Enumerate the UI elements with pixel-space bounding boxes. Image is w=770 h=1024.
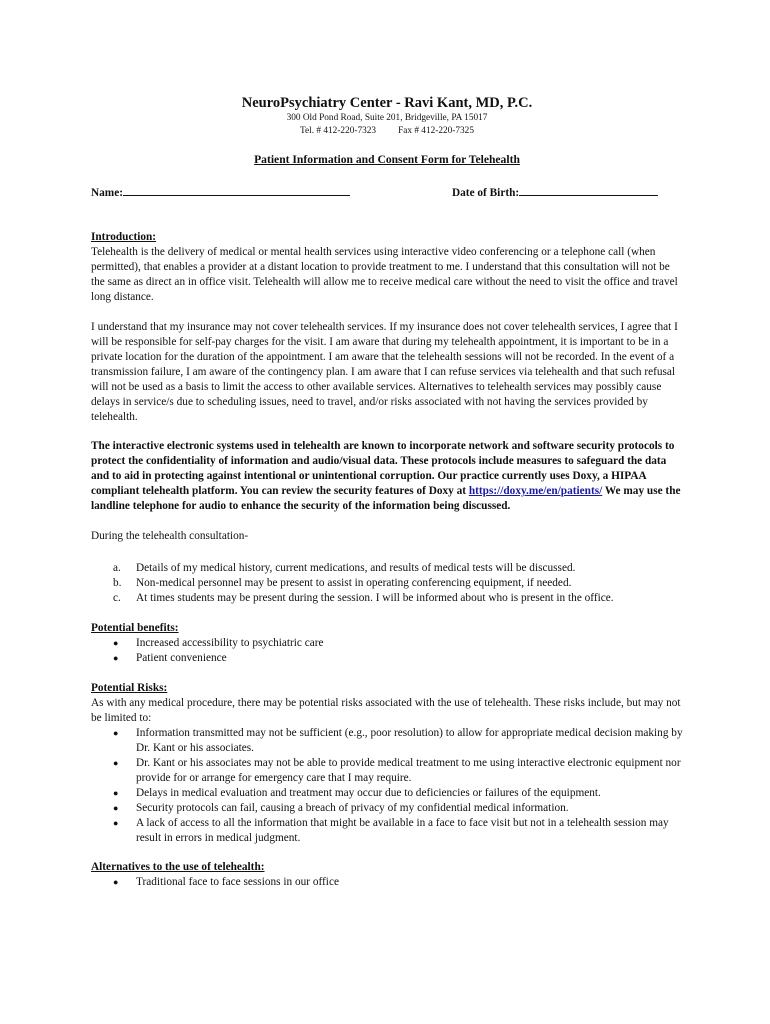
dob-field[interactable] bbox=[452, 183, 658, 201]
doxy-link[interactable]: https://doxy.me/en/patients/ bbox=[468, 485, 603, 497]
consultation-list bbox=[91, 561, 683, 606]
list-item-text: Patient convenience bbox=[136, 652, 227, 664]
introduction-heading: Introduction: bbox=[91, 231, 157, 243]
list-item-text: Information transmitted may not be sufficient (e.g., poor resolution) to allow for appropriate medical decision making by Dr. Kant or his associates. bbox=[136, 727, 683, 754]
bullet-icon: ● bbox=[113, 638, 119, 648]
bullet-icon: ● bbox=[113, 803, 119, 813]
alternatives-list bbox=[91, 875, 683, 890]
risks-section bbox=[91, 681, 683, 846]
name-label: Name: bbox=[91, 187, 123, 199]
list-marker: c. bbox=[113, 592, 121, 604]
list-item bbox=[91, 875, 683, 890]
bullet-icon: ● bbox=[113, 653, 119, 663]
list-item-text: A lack of access to all the information that might be available in a face to face visit but not in a telehealth session may result in errors in medical judgment. bbox=[136, 817, 669, 844]
bullet-icon: ● bbox=[113, 818, 119, 828]
list-item-text: At times students may be present during the session. I will be informed about who is present in the office. bbox=[136, 592, 614, 604]
list-item-text: Delays in medical evaluation and treatment may occur due to deficiencies or failures of the equipment. bbox=[136, 787, 601, 799]
list-item bbox=[91, 651, 683, 666]
list-item bbox=[91, 576, 683, 591]
security-text-2: We may use the landline telephone for audio to enhance the security of the information being discussed. bbox=[91, 485, 681, 512]
practice-tel: Tel. # 412-220-7323 bbox=[300, 125, 377, 136]
list-item bbox=[91, 726, 683, 756]
list-marker: b. bbox=[113, 577, 122, 589]
list-item-text: Details of my medical history, current medications, and results of medical tests will be discussed. bbox=[136, 562, 576, 574]
name-field[interactable] bbox=[91, 183, 350, 201]
risks-heading: Potential Risks: bbox=[91, 682, 168, 694]
list-marker: a. bbox=[113, 562, 121, 574]
list-item-text: Non-medical personnel may be present to assist in operating conferencing equipment, if needed. bbox=[136, 577, 572, 589]
document-content bbox=[91, 94, 683, 890]
risks-lead: As with any medical procedure, there may be potential risks associated with the use of telehealth. These risks include, but may not be limited to: bbox=[91, 697, 681, 724]
practice-fax: Fax # 412-220-7325 bbox=[398, 125, 474, 136]
consultation-lead: During the telehealth consultation- bbox=[91, 530, 249, 542]
name-blank-line[interactable] bbox=[123, 183, 350, 196]
bullet-icon: ● bbox=[113, 877, 119, 887]
list-item bbox=[91, 591, 683, 606]
practice-contact bbox=[91, 125, 683, 138]
list-item bbox=[91, 636, 683, 651]
risks-list bbox=[91, 726, 683, 846]
bullet-icon: ● bbox=[113, 758, 119, 768]
form-title: Patient Information and Consent Form for Telehealth bbox=[254, 153, 520, 166]
list-item-text: Security protocols can fail, causing a breach of privacy of my confidential medical information. bbox=[136, 802, 569, 814]
bullet-icon: ● bbox=[113, 728, 119, 738]
benefits-section bbox=[91, 621, 683, 666]
list-item-text: Dr. Kant or his associates may not be able to provide medical treatment to me using interactive electronic equipment nor provide for or arrange for emergency care that I may require. bbox=[136, 757, 681, 784]
alternatives-heading: Alternatives to the use of telehealth: bbox=[91, 861, 265, 873]
list-item bbox=[91, 816, 683, 846]
bullet-icon: ● bbox=[113, 788, 119, 798]
security-text-1: The interactive electronic systems used in telehealth are known to incorporate network and software security protocols to protect the confidentiality of information and audio/visual data. These protocols include measures to safeguard the data and to aid in protecting against intentional or unintentional corruption. Our practice currently uses Doxy, a HIPAA compliant telehealth platform. You can review the security features of Doxy at bbox=[91, 440, 675, 497]
practice-address: 300 Old Pond Road, Suite 201, Bridgeville, PA 15017 bbox=[286, 113, 488, 123]
list-item-text: Traditional face to face sessions in our office bbox=[136, 876, 339, 888]
security-paragraph bbox=[91, 439, 683, 514]
list-item-text: Increased accessibility to psychiatric care bbox=[136, 637, 324, 649]
list-item bbox=[91, 756, 683, 786]
patient-fields bbox=[91, 183, 683, 201]
introduction-section bbox=[91, 230, 683, 514]
introduction-paragraph-1: Telehealth is the delivery of medical or mental health services using interactive video conferencing or a telephone call (when permitted), that enables a provider at a distant location to provide treatment to me. I understand that this consultation will not be the same as direct an in office visit. Telehealth will allow me to receive medical care without the need to visit the office and travel long distance. bbox=[91, 246, 678, 303]
dob-blank-line[interactable] bbox=[519, 183, 658, 196]
list-item bbox=[91, 801, 683, 816]
introduction-paragraph-2: I understand that my insurance may not cover telehealth services. If my insurance does not cover telehealth services, I agree that I will be responsible for self-pay charges for the visit. I am aware that during my telehealth appointment, it is important to be in a private location for the duration of the appointment. I am aware that the telehealth sessions will not be recorded. In the event of a transmission failure, I am aware of the contingency plan. I am aware that I can refuse services via telehealth and that such refusal will not be used as a basis to limit the access to other available services. Alternatives to telehealth services may possibly cause delays in service/s due to scheduling issues, need to travel, and/or risks associated with not having the services provided by telehealth. bbox=[91, 321, 678, 423]
benefits-heading: Potential benefits: bbox=[91, 622, 179, 634]
alternatives-section bbox=[91, 860, 683, 890]
list-item bbox=[91, 561, 683, 576]
dob-label: Date of Birth: bbox=[452, 187, 520, 199]
benefits-list bbox=[91, 636, 683, 666]
consultation-section bbox=[91, 529, 683, 606]
list-item bbox=[91, 786, 683, 801]
practice-title: NeuroPsychiatry Center - Ravi Kant, MD, P.C. bbox=[241, 95, 533, 111]
